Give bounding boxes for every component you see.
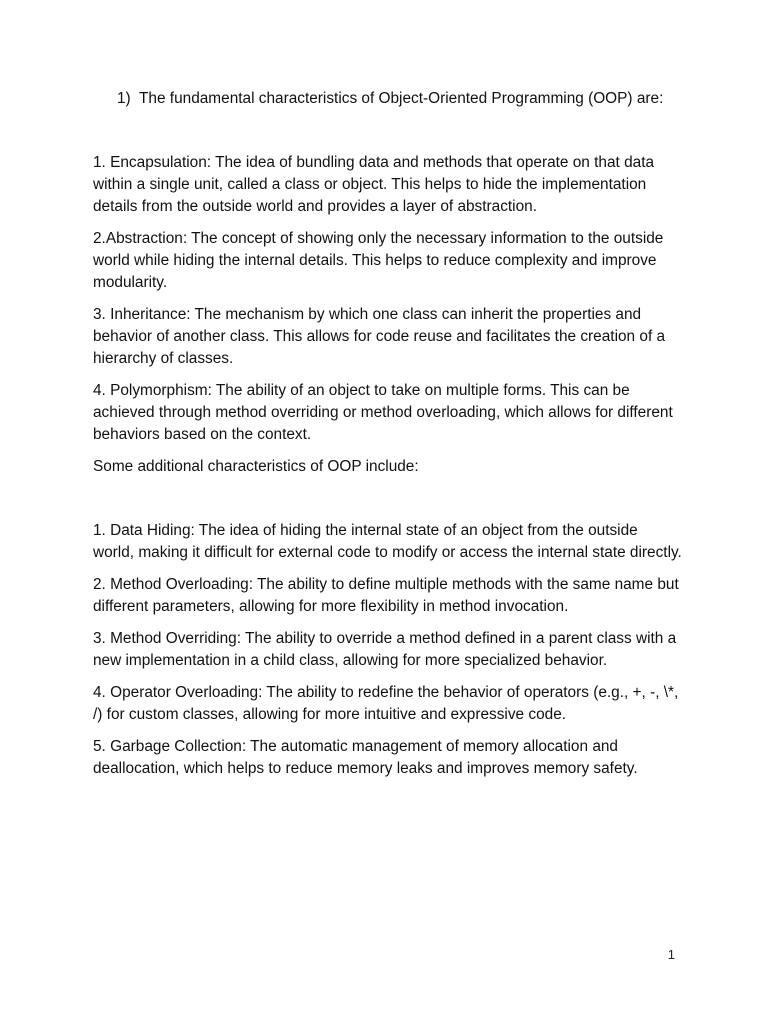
additional-data-hiding: 1. Data Hiding: The idea of hiding the internal state of an object from the outside world, making it difficult for external code to modify or access the internal state directly. [93, 522, 682, 561]
characteristic-encapsulation: 1. Encapsulation: The idea of bundling data and methods that operate on that data within a single unit, called a class or object. This helps to hide the implementation details from the outside world and provides a layer of abstraction. [93, 154, 655, 215]
characteristic-abstraction: 2.Abstraction: The concept of showing only the necessary information to the outside world while hiding the internal details. This helps to reduce complexity and improve modularity. [93, 230, 664, 291]
additional-method-overriding: 3. Method Overriding: The ability to override a method defined in a parent class with a new implementation in a child class, allowing for more specialized behavior. [93, 630, 677, 669]
characteristic-polymorphism: 4. Polymorphism: The ability of an object to take on multiple forms. This can be achieved through method overriding or method overloading, which allows for different behaviors based on the context. [93, 382, 673, 443]
additional-method-overloading: 2. Method Overloading: The ability to define multiple methods with the same name but different parameters, allowing for more flexibility in method invocation. [93, 576, 679, 615]
page-number: 1 [667, 947, 675, 962]
characteristic-inheritance: 3. Inheritance: The mechanism by which one class can inherit the properties and behavior of another class. This allows for code reuse and facilitates the creation of a hierarchy of classes. [93, 306, 666, 367]
heading-number: 1) [117, 90, 131, 107]
document-body [93, 88, 683, 790]
question-heading [117, 88, 683, 110]
additional-garbage-collection: 5. Garbage Collection: The automatic management of memory allocation and deallocation, which helps to reduce memory leaks and improves memory safety. [93, 738, 638, 777]
heading-text: The fundamental characteristics of Object-Oriented Programming (OOP) are: [139, 90, 664, 107]
additional-operator-overloading: 4. Operator Overloading: The ability to redefine the behavior of operators (e.g., +, -, \*, /) for custom classes, allowing for more intuitive and expressive code. [93, 684, 679, 723]
additional-intro: Some additional characteristics of OOP include: [93, 458, 419, 475]
